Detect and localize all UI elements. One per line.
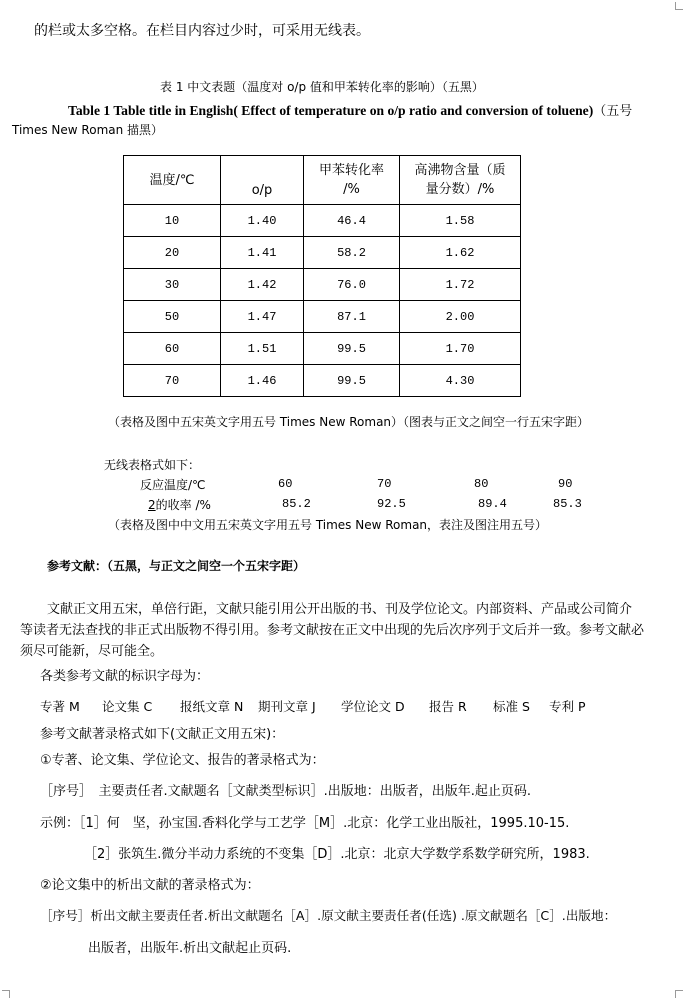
table-cell: 1.51 — [221, 333, 304, 365]
table-header-row — [124, 156, 521, 205]
reference-type: 标准 S — [493, 699, 530, 714]
table-cell: 1.62 — [400, 237, 521, 269]
item2-heading: ②论文集中的析出文献的著录格式为： — [40, 878, 260, 893]
table-cell: 10 — [124, 205, 221, 237]
table-row — [124, 301, 521, 333]
lineless-row1-value: 90 — [558, 477, 573, 491]
lineless-row2-value: 85.2 — [282, 497, 311, 511]
column-header-high-boiler — [400, 156, 521, 205]
table-cell: 2.00 — [400, 301, 521, 333]
item1-format: ［序号］ 主要责任者.文献题名［文献类型标识］.出版地：出版者，出版年.起止页码. — [40, 784, 532, 799]
format-intro: 参考文献著录格式如下(文献正文用五宋)： — [40, 727, 285, 742]
item2-format-line1: ［序号］析出文献主要责任者.析出文献题名［A］.原文献主要责任者(任选) .原文献题名［C］.出版地： — [40, 908, 617, 923]
table-cell: 70 — [124, 365, 221, 397]
table-cell: 60 — [124, 333, 221, 365]
intro-line: 的栏或太多空格。在栏目内容过少时，可采用无线表。 — [34, 23, 370, 39]
column-header-conversion-line1: 甲苯转化率 — [318, 163, 384, 178]
table-cell: 1.72 — [400, 269, 521, 301]
example-2: ［2］张筑生.微分半动力系统的不变集［D］.北京：北京大学数学系数学研究所，1983. — [84, 847, 590, 862]
table-row — [124, 333, 521, 365]
reference-type: 学位论文 D — [341, 699, 405, 714]
column-header-temperature: 温度/℃ — [124, 156, 221, 205]
table-cell: 20 — [124, 237, 221, 269]
reference-type: 论文集 C — [102, 699, 153, 714]
lineless-intro: 无线表格式如下： — [104, 458, 201, 472]
table-cell: 76.0 — [304, 269, 400, 301]
table-cell: 99.5 — [304, 333, 400, 365]
table-note: （表格及图中五宋英文字用五号 Times New Roman）（图表与正文之间空一行五宋字距） — [108, 415, 590, 429]
table-title-en-note-cont: Times New Roman 描黑） — [12, 123, 164, 137]
reference-type: 报告 R — [429, 699, 467, 714]
table-cell: 30 — [124, 269, 221, 301]
column-header-op: o/p — [221, 156, 304, 205]
table-cell: 87.1 — [304, 301, 400, 333]
lineless-row2-value: 89.4 — [478, 497, 507, 511]
lineless-row2-label-text: 的收率 /% — [155, 498, 211, 512]
table-cell: 1.70 — [400, 333, 521, 365]
lineless-row1-value: 70 — [377, 477, 392, 491]
types-intro: 各类参考文献的标识字母为： — [40, 669, 210, 684]
para1-line2: 等读者无法查找的非正式出版物不得引用。参考文献按在正文中出现的先后次序列于文后并一致。参考文献必 — [20, 623, 645, 638]
item2-format-line2: 出版者，出版年.析出文献起止页码. — [88, 941, 292, 956]
lineless-row1-label: 反应温度/℃ — [140, 478, 206, 492]
reference-type: 专著 M — [40, 699, 80, 714]
table-row — [124, 269, 521, 301]
table-row — [124, 205, 521, 237]
table-cell: 1.47 — [221, 301, 304, 333]
reference-type: 专利 P — [549, 699, 586, 714]
column-header-high-boiler-line2: 量分数）/% — [425, 182, 495, 197]
reference-type: 期刊文章 J — [258, 699, 316, 714]
data-table — [123, 155, 521, 397]
item1-heading: ①专著、论文集、学位论文、报告的著录格式为： — [40, 753, 325, 768]
table-row — [124, 365, 521, 397]
lineless-note: （表格及图中中文用五宋英文字用五号 Times New Roman，表注及图注用五号） — [108, 518, 548, 532]
table-cell: 58.2 — [304, 237, 400, 269]
para1-line3: 须尽可能新，尽可能全。 — [20, 644, 164, 659]
lineless-row1-value: 80 — [474, 477, 489, 491]
table-cell: 50 — [124, 301, 221, 333]
page-corner-mark — [675, 990, 683, 998]
lineless-row2-label — [148, 496, 211, 513]
table-title-cn: 表 1 中文表题（温度对 o/p 值和甲苯转化率的影响）（五黑） — [160, 80, 484, 94]
lineless-row2-value: 85.3 — [553, 497, 582, 511]
table-title-en — [68, 100, 632, 119]
page-corner-mark — [2, 990, 10, 998]
reference-type: 报纸文章 N — [180, 699, 244, 714]
table-cell: 46.4 — [304, 205, 400, 237]
page-corner-mark — [675, 2, 683, 10]
table-cell: 1.58 — [400, 205, 521, 237]
references-heading: 参考文献：（五黑，与正文之间空一个五宋字距） — [47, 559, 306, 573]
table-cell: 99.5 — [304, 365, 400, 397]
lineless-row2-value: 92.5 — [377, 497, 406, 511]
table-cell: 1.42 — [221, 269, 304, 301]
table-title-en-note: （五号 — [593, 104, 633, 119]
column-header-high-boiler-line1: 高沸物含量（质 — [414, 163, 506, 178]
table-cell: 1.46 — [221, 365, 304, 397]
table-title-en-bold: Table 1 Table title in English( Effect of temperature on o/p ratio and conversion of toluene) — [68, 103, 594, 118]
table-cell: 1.41 — [221, 237, 304, 269]
table-cell: 1.40 — [221, 205, 304, 237]
column-header-conversion-line2: /% — [343, 182, 360, 197]
para1-line1: 文献正文用五宋，单倍行距，文献只能引用公开出版的书、刊及学位论文。内部资料、产品或公司简介 — [47, 602, 633, 617]
column-header-conversion — [304, 156, 400, 205]
lineless-row1-value: 60 — [278, 477, 293, 491]
table-row — [124, 237, 521, 269]
example-1: 示例：［1］何 坚，孙宝国.香料化学与工艺学［M］.北京：化学工业出版社，1995.10-15. — [40, 816, 570, 831]
lineless-row2-label-num: 2 — [148, 498, 156, 512]
table-cell: 4.30 — [400, 365, 521, 397]
